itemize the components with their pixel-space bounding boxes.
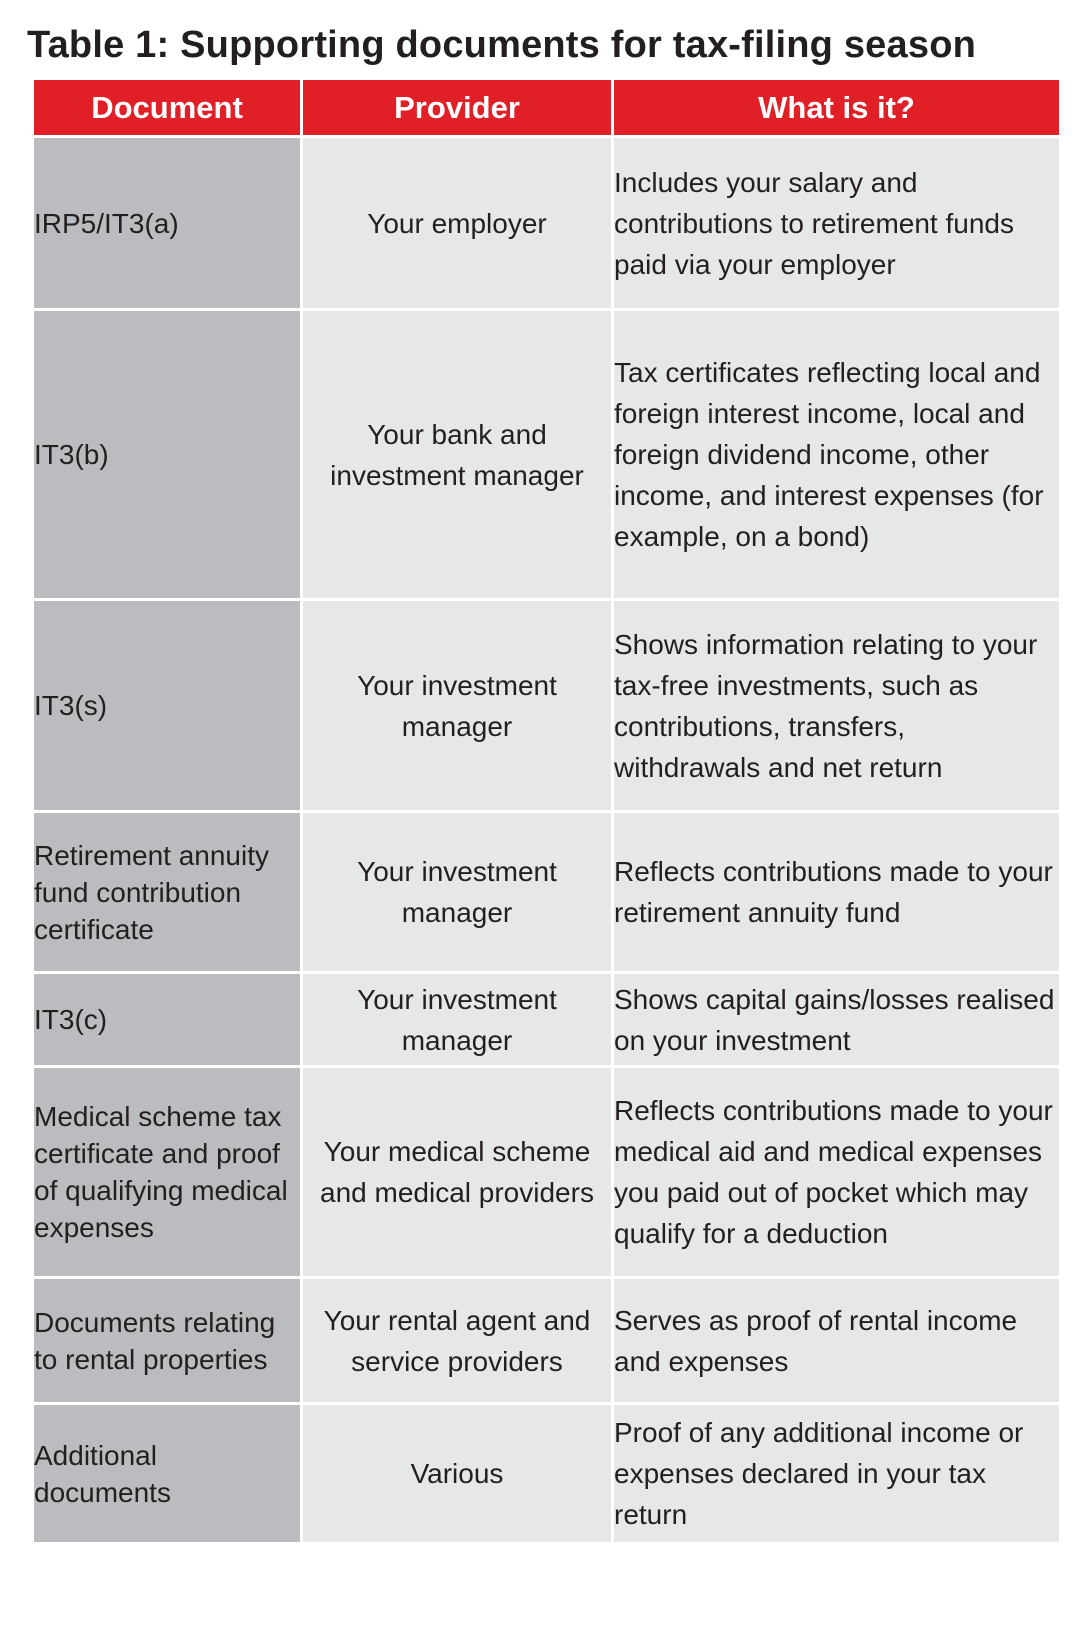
document-cell	[33, 1404, 302, 1544]
description-cell	[613, 812, 1061, 973]
description-text: Reflects contributions made to your retirement annuity fund	[614, 856, 1053, 928]
description-cell	[613, 1067, 1061, 1278]
description-cell	[613, 310, 1061, 600]
description-text: Tax certificates reflecting local and foreign interest income, local and foreign dividend income, other income, and interest expenses (for example, on a bond)	[614, 357, 1044, 552]
provider-name: Your investment manager	[357, 669, 557, 742]
column-header-document: Document	[33, 79, 302, 137]
document-name: Additional documents	[34, 1439, 171, 1508]
provider-cell	[302, 1278, 613, 1404]
table-row	[33, 973, 1061, 1067]
column-header-what-is-it: What is it?	[613, 79, 1061, 137]
document-name: IRP5/IT3(a)	[34, 207, 179, 239]
provider-cell	[302, 1404, 613, 1544]
provider-name: Your employer	[367, 207, 547, 239]
provider-cell	[302, 310, 613, 600]
document-name: IT3(b)	[34, 439, 109, 470]
provider-name: Various	[410, 1458, 504, 1489]
document-name: IT3(c)	[34, 1004, 108, 1035]
description-text: Shows capital gains/losses realised on your investment	[614, 983, 1055, 1056]
description-text: Proof of any additional income or expenses declared in your tax return	[614, 1417, 1024, 1530]
document-cell	[33, 310, 302, 600]
description-cell	[613, 137, 1061, 310]
table-row	[33, 600, 1061, 812]
provider-cell	[302, 1067, 613, 1278]
description-cell	[613, 1278, 1061, 1404]
document-cell	[33, 973, 302, 1067]
document-cell	[33, 1278, 302, 1404]
provider-name: Your bank and investment manager	[330, 418, 584, 491]
table-row	[33, 310, 1061, 600]
document-cell	[33, 1067, 302, 1278]
description-text: Serves as proof of rental income and expenses	[614, 1304, 1018, 1377]
provider-cell	[302, 600, 613, 812]
description-cell	[613, 973, 1061, 1067]
table-row	[33, 137, 1061, 310]
document-name: Retirement annuity fund contribution certificate	[34, 839, 270, 945]
table-row	[33, 1278, 1061, 1404]
provider-name: Your investment manager	[357, 856, 557, 928]
document-name: Documents relating to rental properties	[34, 1306, 276, 1375]
documents-table	[31, 77, 1062, 1545]
provider-cell	[302, 973, 613, 1067]
table-title: Table 1: Supporting documents for tax-filing season	[27, 24, 977, 66]
table-row	[33, 1404, 1061, 1544]
description-text: Reflects contributions made to your medical aid and medical expenses you paid out of pocket which may qualify for a deduction	[614, 1095, 1053, 1249]
table-header-row	[33, 79, 1061, 137]
document-name: Medical scheme tax certificate and proof of qualifying medical expenses	[34, 1101, 288, 1243]
description-cell	[613, 1404, 1061, 1544]
column-header-provider: Provider	[302, 79, 613, 137]
provider-name: Your rental agent and service providers	[323, 1304, 591, 1377]
description-text: Shows information relating to your tax-free investments, such as contributions, transfers, withdrawals and net return	[614, 628, 1038, 783]
document-cell	[33, 600, 302, 812]
provider-name: Your investment manager	[357, 983, 557, 1056]
provider-cell	[302, 812, 613, 973]
document-cell	[33, 137, 302, 310]
document-name: IT3(s)	[34, 690, 108, 721]
description-cell	[613, 600, 1061, 812]
table-row	[33, 812, 1061, 973]
table-row	[33, 1067, 1061, 1278]
provider-name: Your medical scheme and medical providers	[320, 1136, 594, 1208]
document-cell	[33, 812, 302, 973]
provider-cell	[302, 137, 613, 310]
description-text: Includes your salary and contributions to retirement funds paid via your employer	[614, 166, 1014, 280]
